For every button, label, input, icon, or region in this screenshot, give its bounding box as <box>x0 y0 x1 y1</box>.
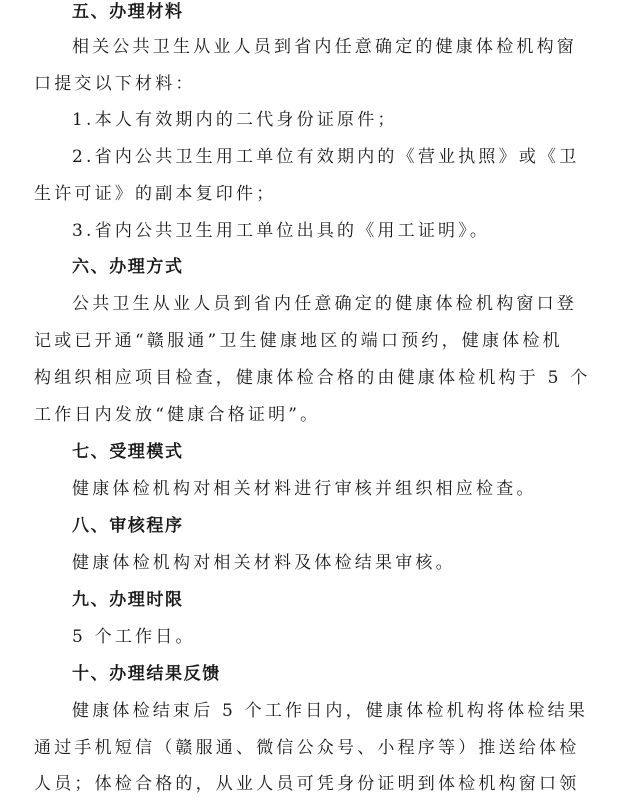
list-item: 3.省内公共卫生用工单位出具的《用工证明》。 <box>72 221 491 241</box>
paragraph-line: 健康体检机构对相关材料进行审核并组织相应检查。 <box>72 479 537 499</box>
section-heading-method: 六、办理方式 <box>72 257 184 277</box>
paragraph-line: 口提交以下材料： <box>34 74 196 94</box>
section-heading-materials: 五、办理材料 <box>72 2 184 22</box>
paragraph-line: 工作日内发放“健康合格证明”。 <box>34 405 321 425</box>
paragraph-line: 公共卫生从业人员到省内任意确定的健康体检机构窗口登 <box>72 294 577 314</box>
paragraph-line: 人员；体检合格的，从业人员可凭身份证明到体检机构窗口领 <box>34 774 580 794</box>
paragraph-line: 健康体检结束后 5 个工作日内，健康体检机构将体检结果 <box>72 701 589 721</box>
section-heading-review: 八、审核程序 <box>72 516 184 536</box>
section-heading-acceptance: 七、受理模式 <box>72 442 184 462</box>
paragraph-line: 构组织相应项目检查，健康体检合格的由健康体检机构于 5 个 <box>34 368 591 388</box>
section-heading-result-feedback: 十、办理结果反馈 <box>72 664 221 684</box>
paragraph-line: 通过手机短信（赣服通、微信公众号、小程序等）推送给体检 <box>34 738 580 758</box>
list-item: 2.省内公共卫生用工单位有效期内的《营业执照》或《卫 <box>72 147 580 167</box>
paragraph-line: 生许可证》的副本复印件； <box>34 184 277 204</box>
paragraph-line: 5 个工作日。 <box>72 627 196 647</box>
list-item: 1.本人有效期内的二代身份证原件； <box>72 110 398 130</box>
section-heading-time-limit: 九、办理时限 <box>72 590 184 610</box>
paragraph-line: 记或已开通“赣服通”卫生健康地区的端口预约，健康体检机 <box>34 331 563 351</box>
paragraph-line: 相关公共卫生从业人员到省内任意确定的健康体检机构窗 <box>72 37 577 57</box>
paragraph-line: 健康体检机构对相关材料及体检结果审核。 <box>72 553 456 573</box>
